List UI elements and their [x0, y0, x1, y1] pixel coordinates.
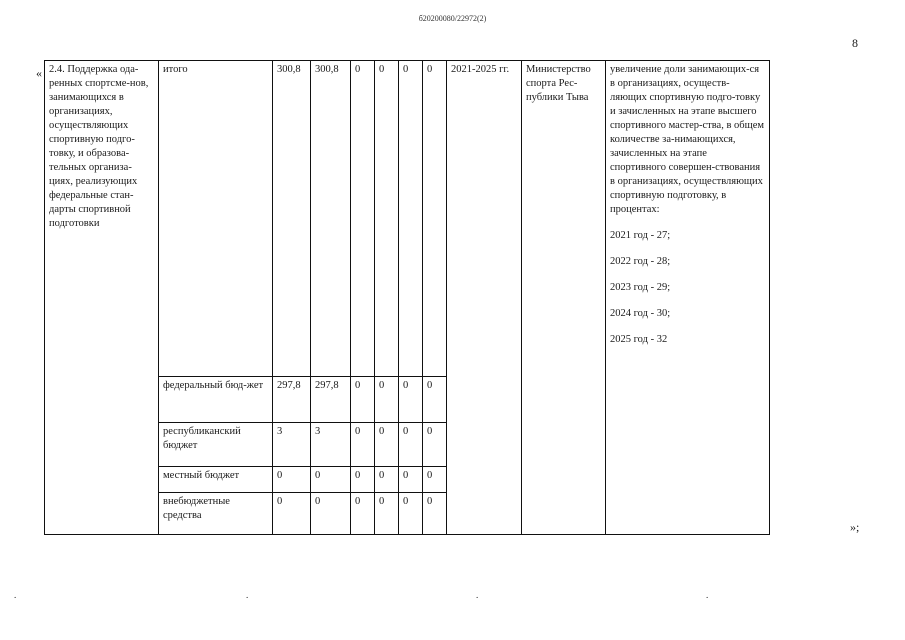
value-cell: 0	[375, 467, 399, 493]
funding-source-cell: итого	[159, 61, 273, 377]
funding-source-cell: местный бюджет	[159, 467, 273, 493]
result-year-item: 2021 год - 27;	[610, 230, 671, 241]
value-cell: 0	[399, 423, 423, 467]
footer-mark: .	[706, 590, 709, 600]
value-cell: 0	[423, 61, 447, 377]
result-cell	[606, 61, 770, 535]
opening-quote: «	[36, 66, 42, 80]
funding-source-cell: республиканский бюджет	[159, 423, 273, 467]
value-cell: 300,8	[273, 61, 311, 377]
value-cell: 0	[423, 493, 447, 535]
value-cell: 0	[351, 377, 375, 423]
table-row	[45, 61, 770, 377]
value-cell: 297,8	[311, 377, 351, 423]
value-cell: 3	[311, 423, 351, 467]
measure-name-cell: 2.4. Поддержка ода-ренных спортсме-нов, занимающихся в организациях, осуществляющих спортивную подго-товку, и образова-тельных организа-циях, реализующих федеральные стан-дарты спортивной подготовки	[45, 61, 159, 535]
page-number: 8	[852, 36, 858, 50]
responsible-cell: Министерство спорта Рес-публики Тыва	[522, 61, 606, 535]
footer-mark: .	[476, 590, 479, 600]
period-cell: 2021-2025 гг.	[447, 61, 522, 535]
value-cell: 0	[351, 467, 375, 493]
value-cell: 0	[423, 467, 447, 493]
document-id: б20200080/22972(2)	[418, 14, 487, 23]
value-cell: 0	[351, 493, 375, 535]
result-year-item: 2023 год - 29;	[610, 282, 671, 293]
result-years-list	[610, 229, 765, 347]
result-description: увеличение доли занимающих-ся в организациях, осуществ-ляющих спортивную подго-товку и зачисленных на этапе высшего спортивного мастер-ства, в общем количестве за-нимающихся, зачисленных на этапе спортивного совершен-ствования в организациях, осуществляющих спортивную подготовку, в процентах:	[610, 64, 765, 215]
program-measures-table	[44, 60, 770, 535]
footer-mark: .	[14, 590, 17, 600]
value-cell: 300,8	[311, 61, 351, 377]
value-cell: 0	[375, 493, 399, 535]
value-cell: 0	[423, 377, 447, 423]
value-cell: 0	[375, 61, 399, 377]
footer-mark: .	[246, 590, 249, 600]
value-cell: 0	[273, 493, 311, 535]
value-cell: 297,8	[273, 377, 311, 423]
value-cell: 0	[311, 467, 351, 493]
value-cell: 0	[311, 493, 351, 535]
value-cell: 3	[273, 423, 311, 467]
funding-source-cell: федеральный бюд-жет	[159, 377, 273, 423]
value-cell: 0	[351, 61, 375, 377]
value-cell: 0	[399, 467, 423, 493]
value-cell: 0	[423, 423, 447, 467]
value-cell: 0	[399, 61, 423, 377]
funding-source-cell: внебюджетные средства	[159, 493, 273, 535]
value-cell: 0	[399, 493, 423, 535]
result-year-item: 2025 год - 32	[610, 334, 668, 345]
value-cell: 0	[399, 377, 423, 423]
value-cell: 0	[375, 423, 399, 467]
value-cell: 0	[375, 377, 399, 423]
closing-quote: »;	[850, 520, 860, 534]
value-cell: 0	[351, 423, 375, 467]
result-year-item: 2024 год - 30;	[610, 308, 671, 319]
value-cell: 0	[273, 467, 311, 493]
result-year-item: 2022 год - 28;	[610, 256, 671, 267]
